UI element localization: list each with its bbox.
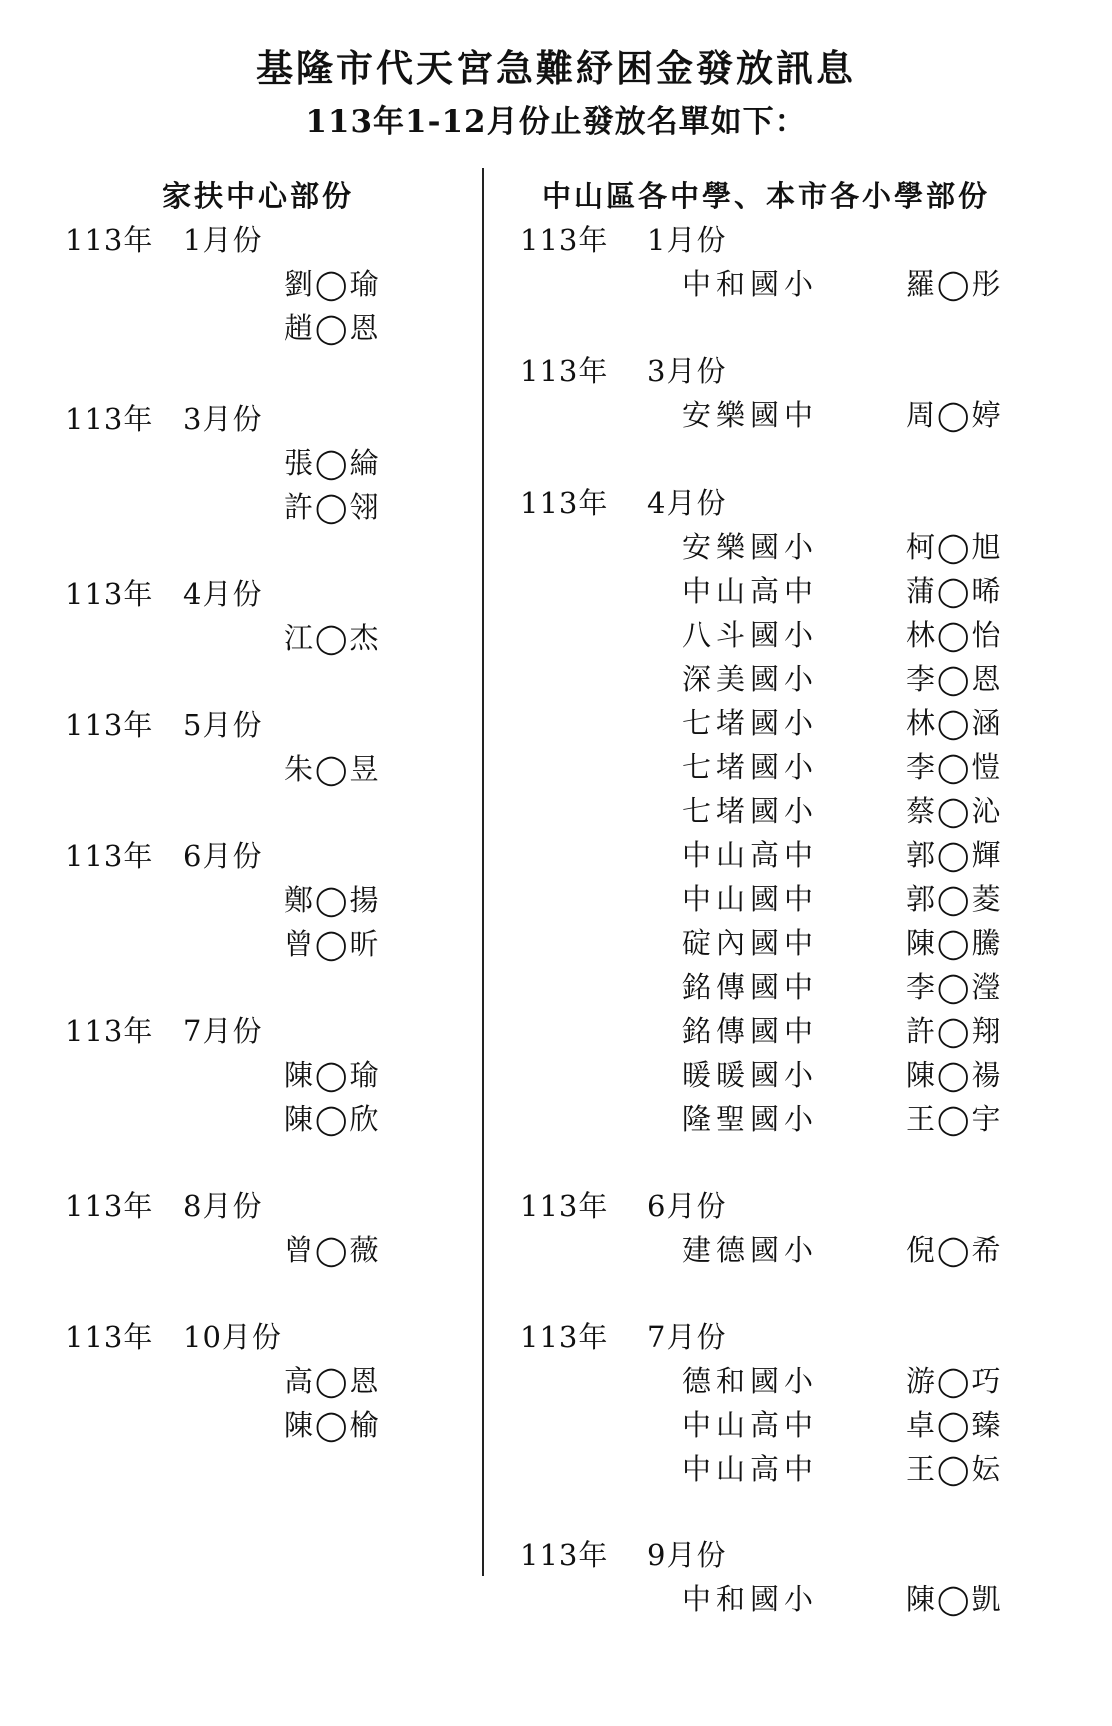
recipient-name: 陳◯瑜 <box>284 1058 381 1092</box>
recipient-name: 江◯杰 <box>284 621 381 655</box>
group-month: 6月份 <box>183 839 263 873</box>
group-year: 113年 <box>520 354 609 388</box>
school-name: 德和國小 <box>682 1364 819 1398</box>
recipient-name: 林◯涵 <box>906 706 1003 740</box>
school-name: 深美國小 <box>682 662 819 696</box>
recipient-name: 陳◯欣 <box>284 1102 381 1136</box>
group-year: 113年 <box>65 577 154 611</box>
recipient-name: 曾◯薇 <box>284 1233 381 1267</box>
recipient-name: 倪◯希 <box>906 1233 1003 1267</box>
group-month: 7月份 <box>183 1014 263 1048</box>
school-name: 暖暖國小 <box>682 1058 819 1092</box>
group-month: 1月份 <box>647 223 727 257</box>
left-column-heading: 家扶中心部份 <box>162 179 355 213</box>
school-name: 中和國小 <box>682 267 819 301</box>
recipient-name: 王◯妘 <box>906 1452 1003 1486</box>
school-name: 隆聖國小 <box>682 1102 819 1136</box>
recipient-name: 曾◯昕 <box>284 927 381 961</box>
school-name: 建德國小 <box>682 1233 819 1267</box>
recipient-name: 林◯怡 <box>906 618 1003 652</box>
recipient-name: 蔡◯沁 <box>906 794 1003 828</box>
recipient-name: 許◯翔 <box>906 1014 1003 1048</box>
school-name: 銘傳國中 <box>682 970 819 1004</box>
school-name: 銘傳國中 <box>682 1014 819 1048</box>
school-name: 七堵國小 <box>682 750 819 784</box>
group-month: 10月份 <box>183 1320 282 1354</box>
school-name: 中山高中 <box>682 838 819 872</box>
recipient-name: 柯◯旭 <box>906 530 1003 564</box>
recipient-name: 陳◯榆 <box>284 1408 381 1442</box>
recipient-name: 陳◯禓 <box>906 1058 1003 1092</box>
recipient-name: 游◯巧 <box>906 1364 1003 1398</box>
recipient-name: 李◯愷 <box>906 750 1003 784</box>
recipient-name: 高◯恩 <box>284 1364 381 1398</box>
recipient-name: 陳◯凱 <box>906 1582 1003 1616</box>
recipient-name: 周◯婷 <box>906 398 1003 432</box>
page-subtitle: 113年1-12月份止發放名單如下： <box>305 104 807 140</box>
group-month: 7月份 <box>647 1320 727 1354</box>
recipient-name: 羅◯彤 <box>906 267 1003 301</box>
recipient-name: 鄭◯揚 <box>284 883 381 917</box>
recipient-name: 劉◯瑜 <box>284 267 381 301</box>
group-year: 113年 <box>520 1189 609 1223</box>
recipient-name: 李◯恩 <box>906 662 1003 696</box>
school-name: 七堵國小 <box>682 706 819 740</box>
school-name: 七堵國小 <box>682 794 819 828</box>
school-name: 中山高中 <box>682 574 819 608</box>
recipient-name: 王◯宇 <box>906 1102 1003 1136</box>
group-month: 1月份 <box>183 223 263 257</box>
group-year: 113年 <box>65 1320 154 1354</box>
school-name: 中山國中 <box>682 882 819 916</box>
group-month: 4月份 <box>183 577 263 611</box>
group-month: 4月份 <box>647 486 727 520</box>
recipient-name: 朱◯昱 <box>284 752 381 786</box>
recipient-name: 郭◯菱 <box>906 882 1003 916</box>
group-month: 8月份 <box>183 1189 263 1223</box>
group-year: 113年 <box>65 223 154 257</box>
recipient-name: 郭◯輝 <box>906 838 1003 872</box>
recipient-name: 卓◯臻 <box>906 1408 1003 1442</box>
school-name: 安樂國中 <box>682 398 819 432</box>
group-year: 113年 <box>65 839 154 873</box>
group-year: 113年 <box>65 1189 154 1223</box>
right-column-heading: 中山區各中學、本市各小學部份 <box>542 179 991 213</box>
school-name: 中山高中 <box>682 1452 819 1486</box>
recipient-name: 趙◯恩 <box>284 311 381 345</box>
recipient-name: 許◯翎 <box>284 490 381 524</box>
column-divider <box>482 168 484 1576</box>
group-year: 113年 <box>520 1538 609 1572</box>
school-name: 安樂國小 <box>682 530 819 564</box>
page-title: 基隆市代天宮急難紓困金發放訊息 <box>256 46 856 90</box>
recipient-name: 陳◯騰 <box>906 926 1003 960</box>
group-year: 113年 <box>65 1014 154 1048</box>
group-year: 113年 <box>520 1320 609 1354</box>
school-name: 中和國小 <box>682 1582 819 1616</box>
recipient-name: 蒲◯晞 <box>906 574 1003 608</box>
group-year: 113年 <box>520 486 609 520</box>
group-year: 113年 <box>65 708 154 742</box>
group-month: 3月份 <box>183 402 263 436</box>
group-month: 9月份 <box>647 1538 727 1572</box>
school-name: 中山高中 <box>682 1408 819 1442</box>
group-year: 113年 <box>520 223 609 257</box>
group-year: 113年 <box>65 402 154 436</box>
group-month: 3月份 <box>647 354 727 388</box>
school-name: 碇內國中 <box>682 926 819 960</box>
recipient-name: 張◯綸 <box>284 446 381 480</box>
group-month: 6月份 <box>647 1189 727 1223</box>
group-month: 5月份 <box>183 708 263 742</box>
recipient-name: 李◯瀅 <box>906 970 1003 1004</box>
school-name: 八斗國小 <box>682 618 819 652</box>
